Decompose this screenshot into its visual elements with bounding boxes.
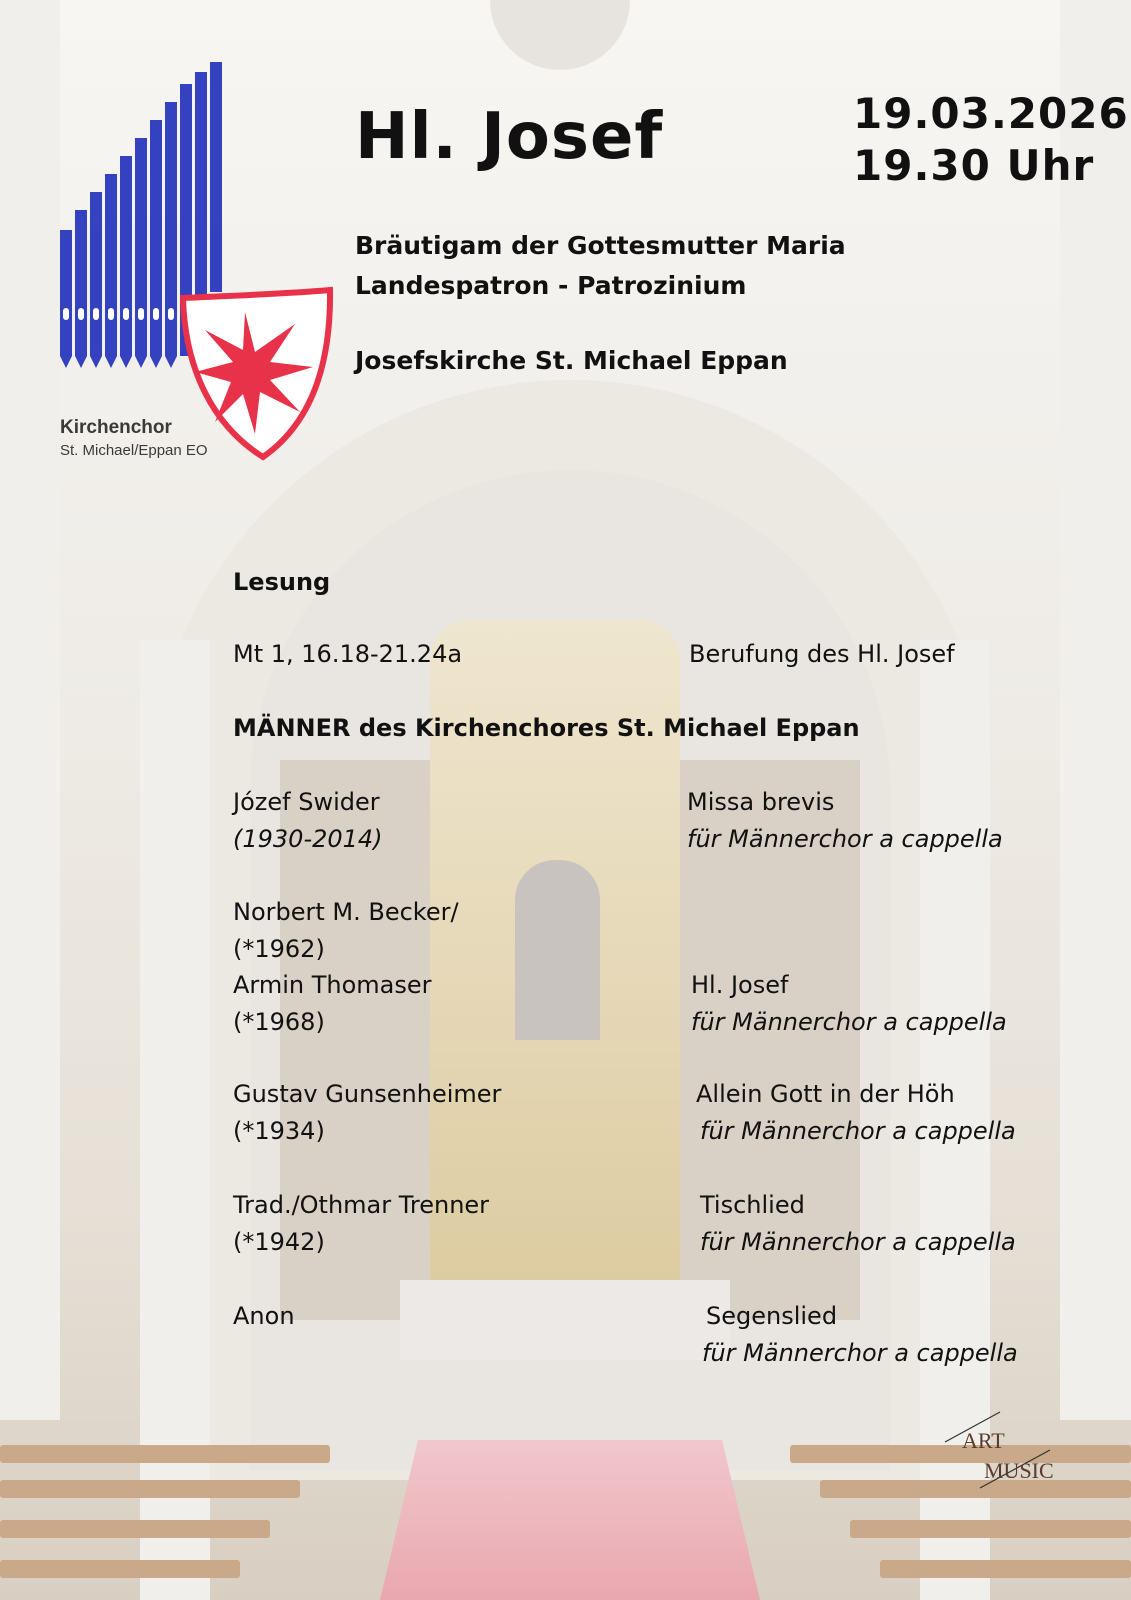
program-composer-years: (*1968) — [233, 1008, 325, 1036]
venue: Josefskirche St. Michael Eppan — [355, 346, 788, 375]
event-time: 19.30 Uhr — [853, 141, 1095, 190]
program-work: Hl. Josef — [691, 971, 789, 999]
program-composer-years: (1930-2014) — [233, 825, 383, 853]
event-datetime — [853, 88, 1129, 192]
program-setting: für Männerchor a cappella — [687, 825, 1003, 853]
choir-heading: MÄNNER des Kirchenchores St. Michael Eppan — [233, 714, 860, 742]
program-setting: für Männerchor a cappella — [700, 1228, 1016, 1256]
program-work: Missa brevis — [687, 788, 835, 816]
subtitle-line-2: Landespatron - Patrozinium — [355, 271, 747, 300]
program-composer: Gustav Gunsenheimer — [233, 1080, 502, 1108]
program-work: Tischlied — [700, 1191, 805, 1219]
program-composer-years: (*1934) — [233, 1117, 325, 1145]
logo-choir-location: St. Michael/Eppan EO — [60, 442, 208, 459]
program-composer: Józef Swider — [233, 788, 380, 816]
art-music-logo — [940, 1410, 1080, 1490]
reading-description: Berufung des Hl. Josef — [689, 640, 955, 668]
program-composer-years: (*1942) — [233, 1228, 325, 1256]
program-setting: für Männerchor a cappella — [702, 1339, 1018, 1367]
shield-emblem-icon — [183, 290, 330, 457]
program-composer: Anon — [233, 1302, 295, 1330]
watermark-line-2: MUSIC — [984, 1458, 1054, 1483]
logo-choir-name: Kirchenchor — [60, 417, 172, 438]
program-work: Segenslied — [706, 1302, 838, 1330]
watermark-line-1: ART — [962, 1428, 1005, 1453]
page-title: Hl. Josef — [355, 100, 664, 174]
program-setting: für Männerchor a cappella — [691, 1008, 1007, 1036]
reading-heading: Lesung — [233, 568, 331, 596]
program-composer: Trad./Othmar Trenner — [233, 1191, 490, 1219]
program-setting: für Männerchor a cappella — [700, 1117, 1016, 1145]
event-date: 19.03.2026 — [853, 89, 1129, 138]
program-composer-years: (*1962) — [233, 935, 325, 963]
program-composer: Armin Thomaser — [233, 971, 432, 999]
subtitle-line-1: Bräutigam der Gottesmutter Maria — [355, 231, 846, 260]
program-work: Allein Gott in der Höh — [696, 1080, 955, 1108]
reading-reference: Mt 1, 16.18-21.24a — [233, 640, 463, 668]
program-composer: Norbert M. Becker/ — [233, 898, 459, 926]
